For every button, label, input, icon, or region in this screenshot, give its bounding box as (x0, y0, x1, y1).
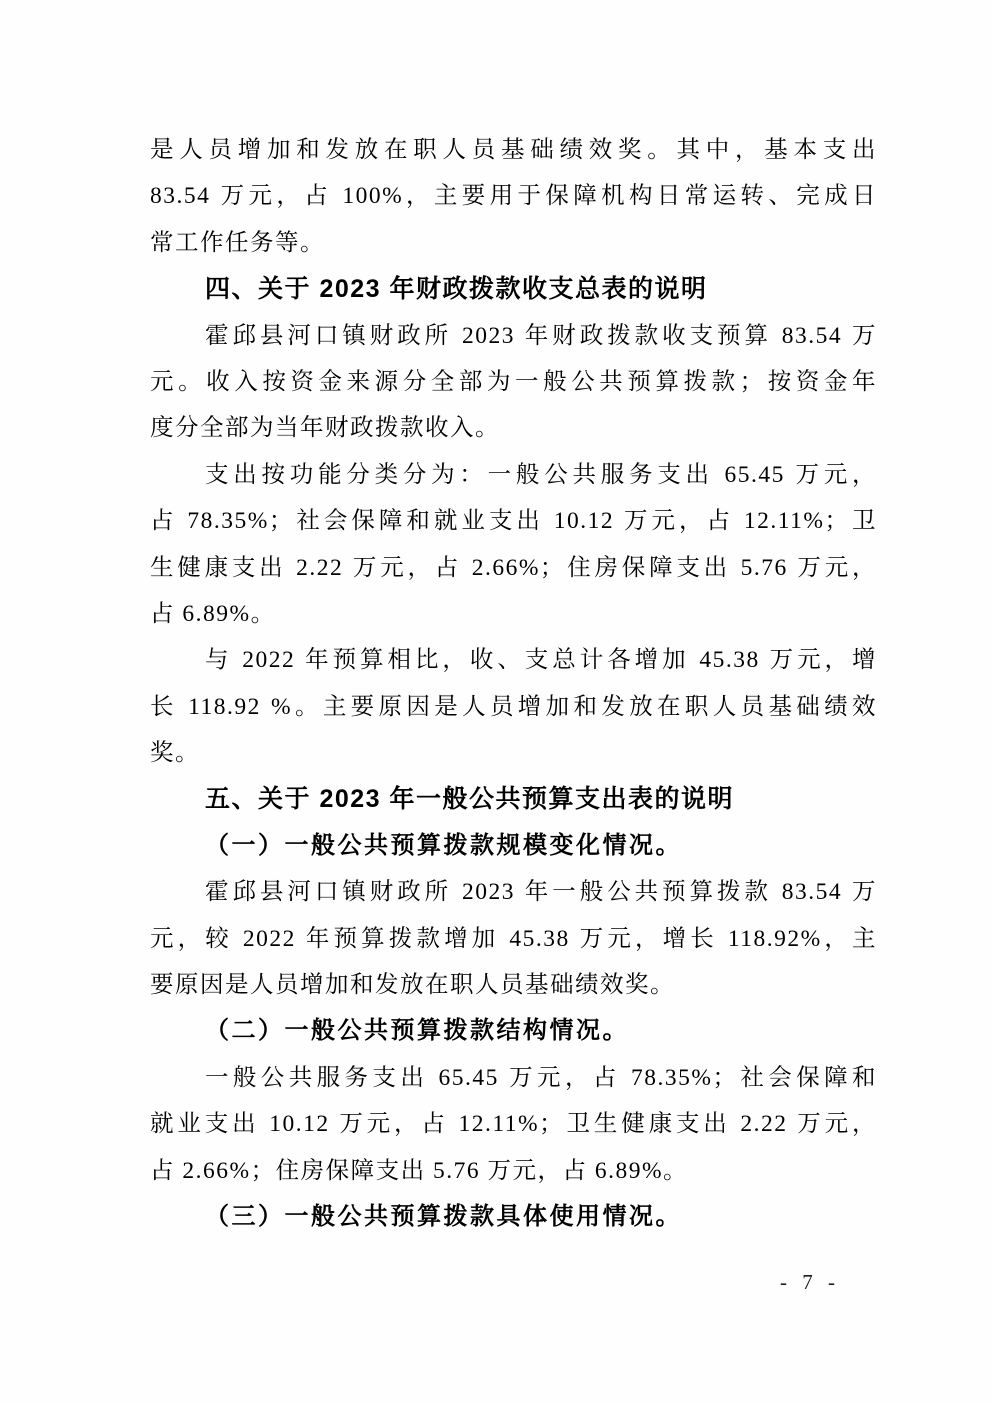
text-line: 一般公共服务支出 65.45 万元，占 78.35%；社会保障和 (205, 1064, 877, 1091)
sub-heading: （三）一般公共预算拨款具体使用情况。 (205, 1203, 682, 1230)
section-heading: 四、关于 2023 年财政拨款收支总表的说明 (205, 275, 708, 304)
paragraph (150, 869, 877, 1008)
sub-heading: （二）一般公共预算拨款结构情况。 (205, 1018, 629, 1045)
paragraph (150, 1055, 877, 1194)
text-line: 奖。 (150, 740, 200, 767)
text-line: 是人员增加和发放在职人员基础绩效奖。其中，基本支出 (150, 137, 877, 163)
text-line: 生健康支出 2.22 万元，占 2.66%；住房保障支出 5.76 万元， (150, 554, 877, 581)
paragraph (150, 452, 877, 638)
text-line: 占 2.66%；住房保障支出 5.76 万元，占 6.89%。 (150, 1157, 689, 1184)
text-line: 要原因是人员增加和发放在职人员基础绩效奖。 (150, 972, 675, 999)
text-line: 元。收入按资金来源分全部为一般公共预算拨款；按资金年 (150, 368, 877, 395)
text-line: 与 2022 年预算相比，收、支总计各增加 45.38 万元，增 (205, 647, 877, 674)
text-line: 霍邱县河口镇财政所 2023 年一般公共预算拨款 83.54 万 (205, 879, 877, 906)
text-line: 占 6.89%。 (150, 600, 276, 627)
document-content (150, 127, 877, 1240)
text-line: 霍邱县河口镇财政所 2023 年财政拨款收支预算 83.54 万 (205, 322, 877, 349)
paragraph (150, 637, 877, 776)
text-line: 常工作任务等。 (150, 229, 325, 256)
page-number: - 7 - (780, 1270, 840, 1294)
text-line: 占 78.35%；社会保障和就业支出 10.12 万元，占 12.11%；卫 (150, 508, 877, 535)
section-heading: 五、关于 2023 年一般公共预算支出表的说明 (205, 785, 735, 814)
sub-heading: （一）一般公共预算拨款规模变化情况。 (205, 832, 682, 859)
text-line: 元，较 2022 年预算拨款增加 45.38 万元，增长 118.92%，主 (150, 925, 877, 952)
text-line: 就业支出 10.12 万元，占 12.11%；卫生健康支出 2.22 万元， (150, 1111, 877, 1138)
text-line: 长 118.92 %。主要原因是人员增加和发放在职人员基础绩效 (150, 693, 877, 720)
text-line: 度分全部为当年财政拨款收入。 (150, 415, 500, 442)
paragraph (150, 127, 877, 266)
paragraph (150, 313, 877, 452)
text-line: 83.54 万元，占 100%，主要用于保障机构日常运转、完成日 (150, 183, 877, 210)
text-line: 支出按功能分类分为：一般公共服务支出 65.45 万元， (205, 461, 877, 488)
